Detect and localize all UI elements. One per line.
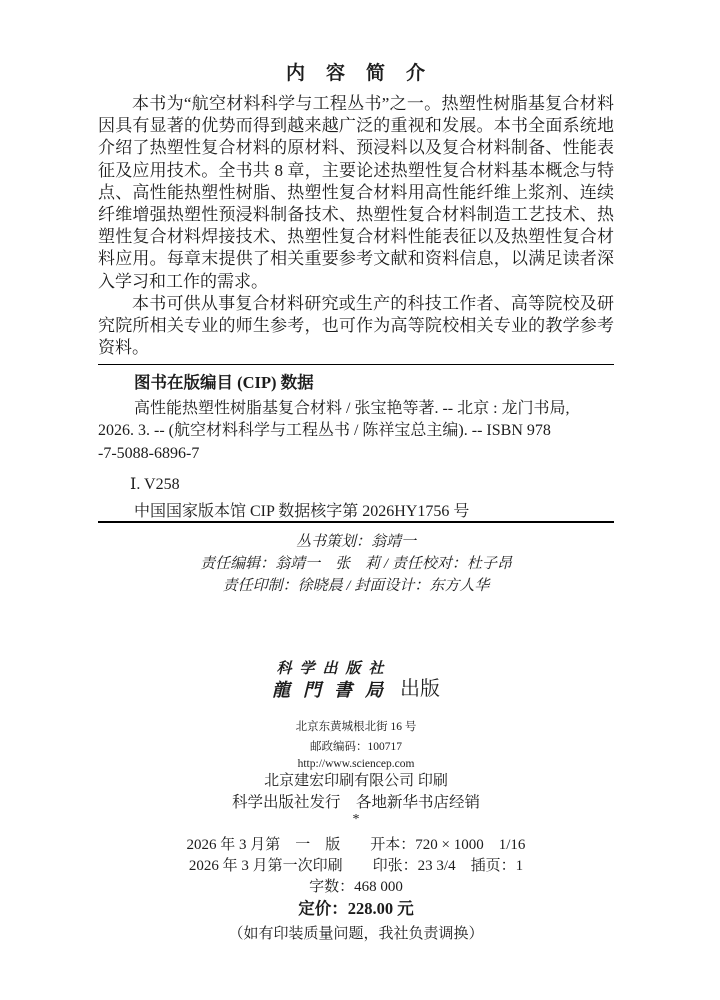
price: 定价：228.00 元 [298, 899, 414, 918]
publisher-logo-script [272, 660, 396, 702]
cip-heading: 图书在版编目 (CIP) 数据 [134, 373, 314, 392]
cip-record-number: 中国国家版本馆 CIP 数据核字第 2026HY1756 号 [134, 502, 470, 520]
publisher-address: 北京东黄城根北街 16 号 [295, 721, 417, 733]
printing-line: 2026 年 3 月第一次印刷 印张：23 3/4 插页：1 [188, 858, 524, 874]
science-press-logo-text: 科学出版社 [276, 661, 392, 677]
edition-line: 2026 年 3 月第 一 版 开本：720 × 1000 1/16 [186, 837, 526, 853]
cip-class-number: Ⅰ. V258 [130, 476, 180, 493]
exchange-note: （如有印装质量问题，我社负责调换） [228, 926, 484, 942]
credit-series-planner: 丛书策划：翁靖一 [295, 534, 416, 550]
longmen-press-logo-text: 龍門書局 [272, 680, 396, 700]
publish-label: 出版 [400, 678, 440, 700]
staff-credits [98, 531, 614, 597]
cip-entry-line: 2026. 3. -- (航空材料科学与工程丛书 / 陈祥宝总主编). -- ISBN 978 [98, 422, 551, 439]
divider-top [98, 364, 614, 365]
cip-block [98, 372, 614, 523]
publisher-website: http://www.sciencep.com [297, 758, 415, 770]
cip-entry-line: 高性能热塑性树脂基复合材料 / 张宝艳等著. -- 北京 : 龙门书局, [134, 399, 570, 417]
page-title: 内 容 简 介 [285, 63, 426, 84]
cip-entry-line: -7-5088-6896-7 [98, 444, 200, 462]
summary-paragraph-1: 本书为“航空材料科学与工程丛书”之一。热塑性树脂基复合材料因具有显著的优势而得到越来越广泛的重视和发展。本书全面系统地介绍了热塑性复合材料的原材料、预浸料以及复合材料制备、性能表征及应用技术。全书共 8 章，主要论述热塑性复合材料基本概念与特点、高性能热塑性树脂、热塑性复合材料用高性能纤维上浆剂、连续纤维增强热塑性预浸料制备技术、热塑性复合材料制造工艺技术、热塑性复合材料焊接技术、热塑性复合材料性能表征以及热塑性复合材料应用。每章末提供了相关重要参考文献和资料信息，以满足读者深入学习和工作的需求。 [98, 94, 614, 291]
distribution-line: 科学出版社发行 各地新华书店经销 [231, 794, 480, 811]
content-summary [98, 93, 614, 359]
summary-paragraph-2: 本书可供从事复合材料研究或生产的科技工作者、高等院校及研究院所相关专业的师生参考，也可作为高等院校相关专业的教学参考资料。 [98, 293, 614, 358]
word-count: 字数：468 000 [309, 879, 403, 895]
separator-asterisk: * [352, 812, 360, 827]
publisher-logo [98, 660, 614, 702]
credit-editors: 责任编辑：翁靖一 张 莉 / 责任校对：杜子昂 [200, 556, 512, 572]
printer-line: 北京建宏印刷有限公司 印刷 [264, 773, 448, 789]
divider-bottom [98, 521, 614, 523]
credit-printing-design: 责任印制：徐晓晨 / 封面设计：东方人华 [222, 578, 490, 594]
publisher-postcode: 邮政编码：100717 [310, 741, 402, 753]
publisher-block [98, 660, 614, 945]
